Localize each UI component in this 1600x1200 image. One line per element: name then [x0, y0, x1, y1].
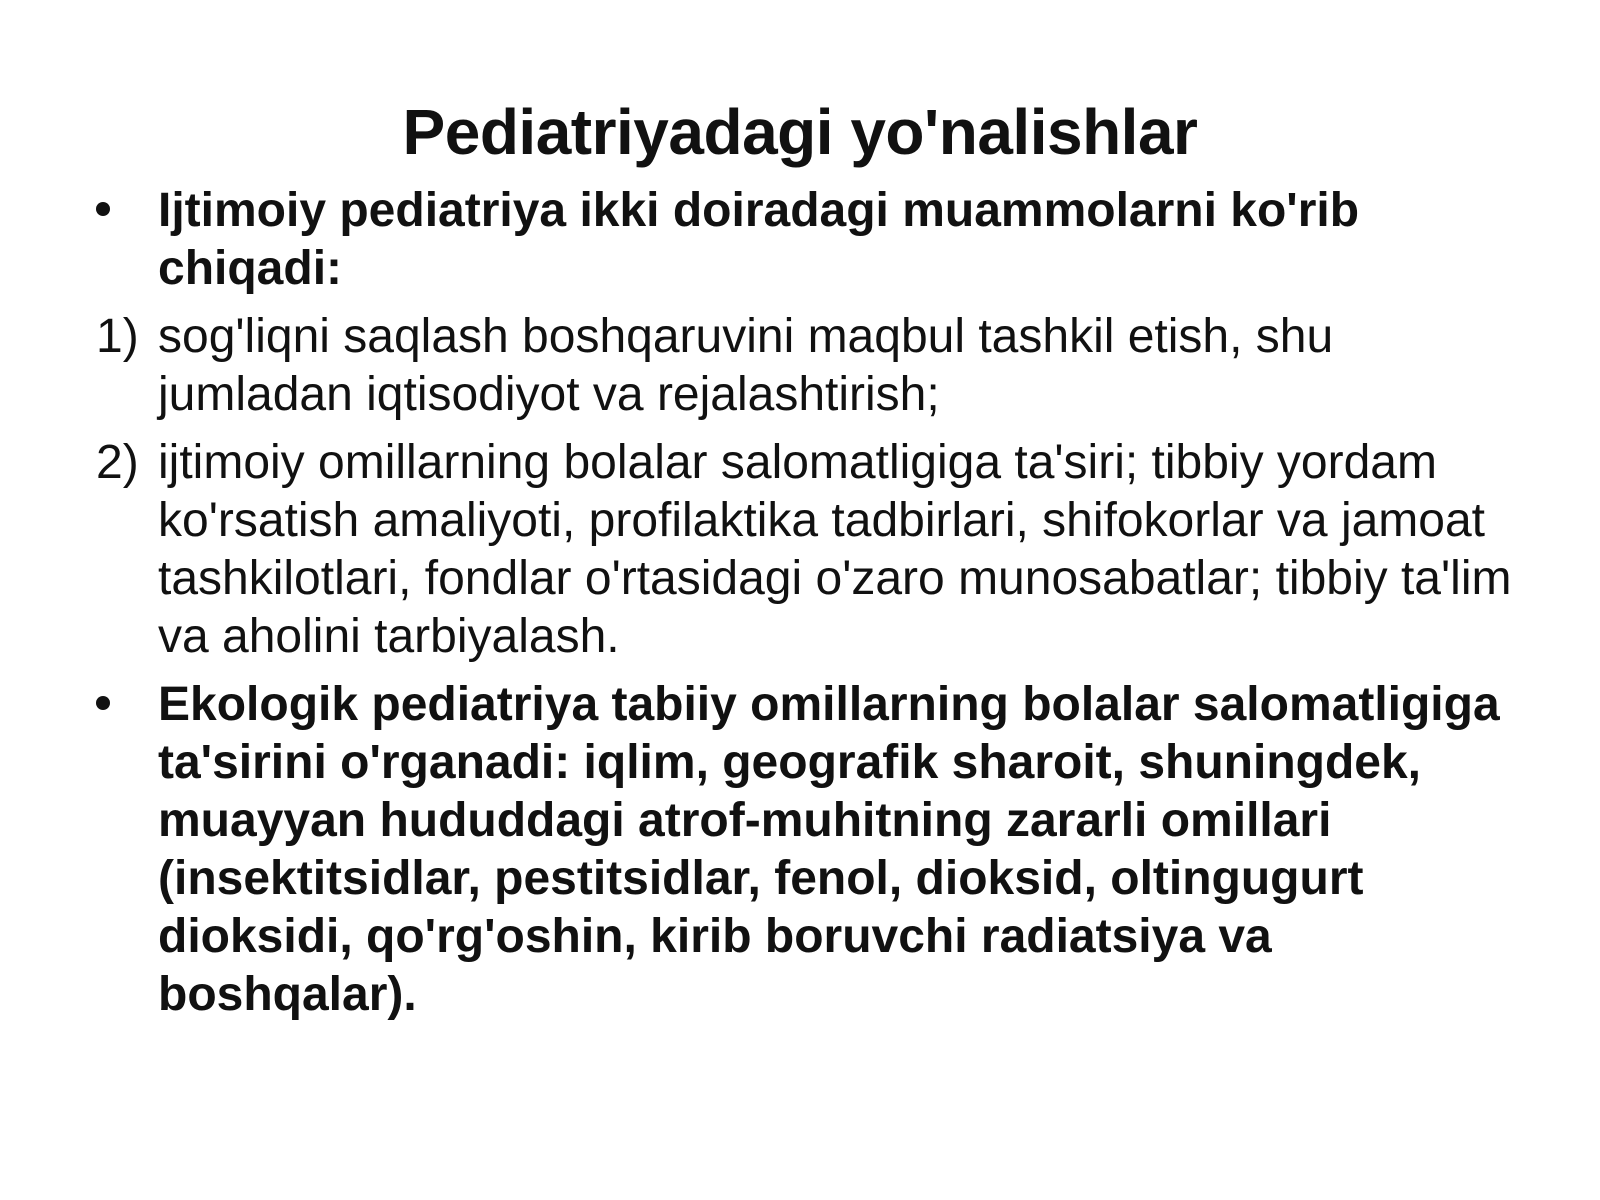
bullet-item — [96, 676, 1536, 1024]
bullet-dot-icon — [96, 696, 110, 710]
number-marker: 2) — [96, 436, 139, 489]
bullet-item — [96, 182, 1536, 298]
bullet-text: Ekologik pediatriya tabiiy omillarning bolalar salomatligiga ta'sirini o'rganadi: iqlim, geografik sharoit, shuningdek, muayyan hududdagi atrof-muhitning zararli omillari (insektitsidlar, pestitsidlar, fenol, dioksid, oltingugurt dioksidi, qo'rg'oshin, kirib boruvchi radiatsiya va boshqalar). — [158, 678, 1500, 1021]
numbered-item — [96, 308, 1536, 424]
bullet-text: Ijtimoiy pediatriya ikki doiradagi muammolarni ko'rib chiqadi: — [158, 184, 1360, 295]
bullet-dot-icon — [96, 202, 110, 216]
numbered-text: sog'liqni saqlash boshqaruvini maqbul tashkil etish, shu jumladan iqtisodiyot va rejalashtirish; — [158, 310, 1334, 421]
number-marker: 1) — [96, 310, 139, 363]
numbered-text: ijtimoiy omillarning bolalar salomatligiga ta'siri; tibbiy yordam ko'rsatish amaliyoti, profilaktika tadbirlari, shifokorlar va jamoat tashkilotlari, fondlar o'rtasidagi o'zaro munosabatlar; tibbiy ta'lim va aholini tarbiyalash. — [158, 436, 1512, 663]
numbered-item — [96, 434, 1536, 666]
slide-title: Pediatriyadagi yo'nalishlar — [402, 96, 1198, 168]
slide-content — [96, 182, 1536, 1034]
